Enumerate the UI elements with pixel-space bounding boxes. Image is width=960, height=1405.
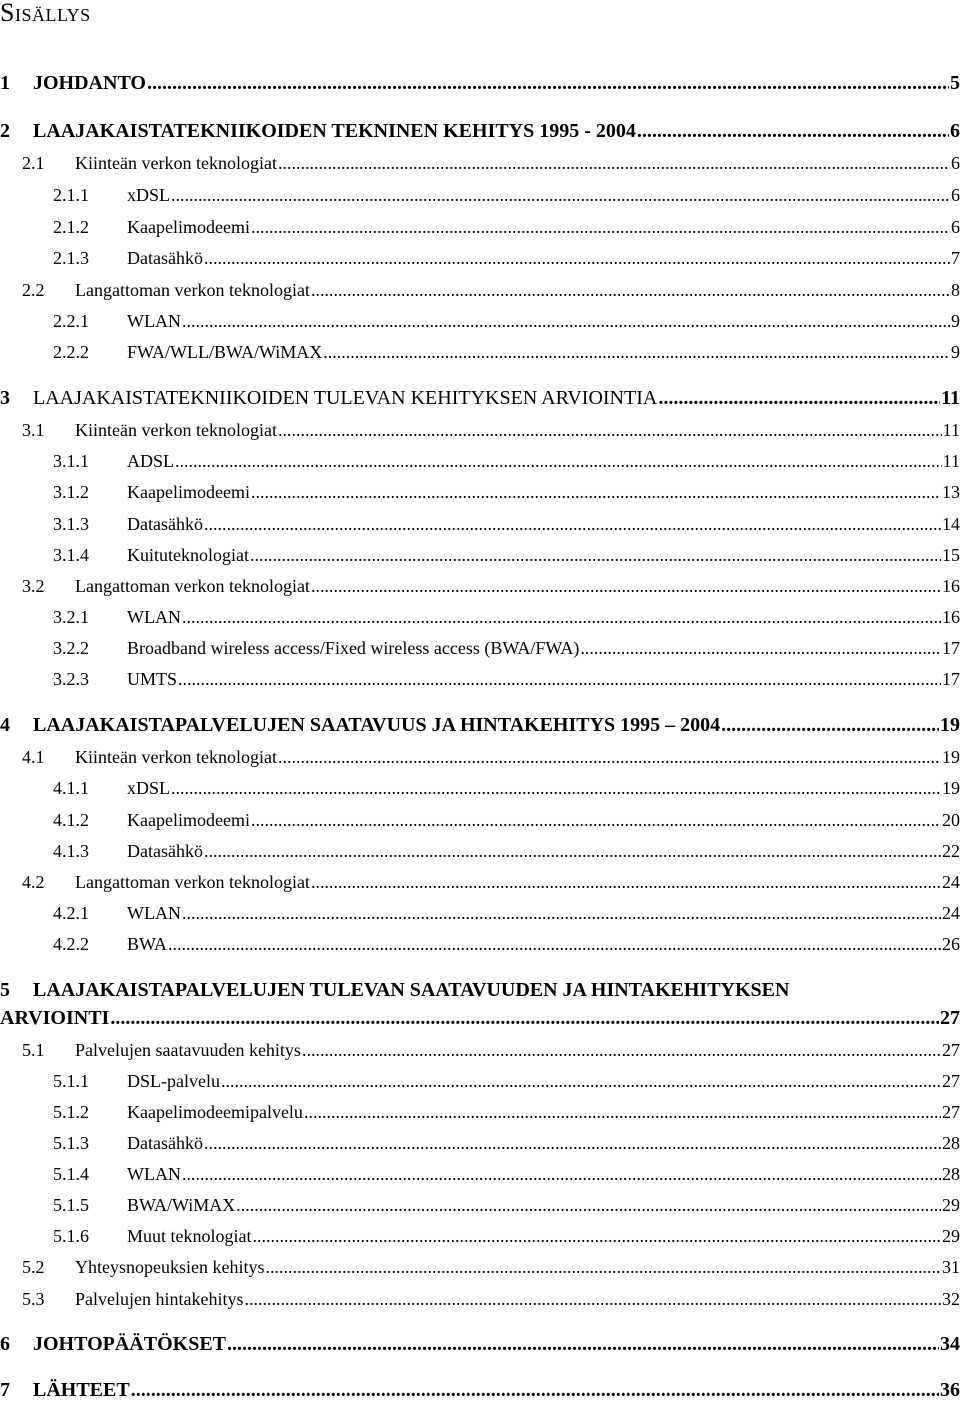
toc-number: 5.1 xyxy=(22,1040,45,1060)
toc-text: ADSL xyxy=(127,451,175,471)
toc-page-number: 27 xyxy=(942,1071,960,1091)
toc-number: 3.2 xyxy=(22,576,45,596)
toc-number: 6 xyxy=(0,1333,10,1355)
leader-dots xyxy=(110,1007,939,1030)
toc-entry-5-3[interactable] xyxy=(0,1289,960,1310)
toc-number: 5.1.2 xyxy=(53,1102,89,1122)
toc-number: 3.1.2 xyxy=(53,482,89,502)
toc-number: 3.2.1 xyxy=(53,607,89,627)
leader-dots xyxy=(171,778,941,799)
toc-number: 3.1 xyxy=(22,420,45,440)
toc-entry-3-2-2[interactable] xyxy=(0,638,960,659)
toc-entry-2-1[interactable] xyxy=(0,153,960,174)
leader-dots xyxy=(182,607,941,628)
toc-page-number: 27 xyxy=(940,1007,960,1029)
toc-number: 5 xyxy=(0,979,10,1001)
toc-entry-3-2-3[interactable] xyxy=(0,669,960,690)
leader-dots xyxy=(251,810,941,831)
toc-text: LAAJAKAISTATEKNIIKOIDEN TULEVAN KEHITYKSEN ARVIOINTIA xyxy=(33,387,658,409)
toc-entry-5-continuation[interactable] xyxy=(0,1007,960,1030)
toc-entry-5-1-3[interactable] xyxy=(0,1133,960,1154)
toc-page-number: 11 xyxy=(942,451,960,471)
leader-dots xyxy=(182,903,941,924)
toc-entry-4[interactable] xyxy=(0,714,960,737)
toc-number: 2.2.2 xyxy=(53,342,89,362)
toc-page-number: 5 xyxy=(950,72,960,94)
toc-entry-3-2[interactable] xyxy=(0,576,960,597)
toc-number: 5.1.6 xyxy=(53,1226,89,1246)
toc-number: 4 xyxy=(0,714,10,736)
toc-text: LÄHTEET xyxy=(33,1379,130,1401)
toc-number: 3 xyxy=(0,387,10,409)
toc-text: Kiinteän verkon teknologiat xyxy=(75,420,277,440)
toc-text: ARVIOINTI xyxy=(0,1007,110,1029)
toc-text: Kuituteknologiat xyxy=(127,545,249,565)
toc-number: 2 xyxy=(0,120,10,142)
toc-text: Datasähkö xyxy=(127,841,203,861)
toc-page-number: 14 xyxy=(942,514,960,534)
toc-page-number: 22 xyxy=(942,841,960,861)
toc-entry-5-2[interactable] xyxy=(0,1257,960,1278)
toc-text: JOHDANTO xyxy=(33,72,146,94)
toc-page-number: 32 xyxy=(942,1289,960,1309)
toc-text: Datasähkö xyxy=(127,1133,203,1153)
toc-page-number: 29 xyxy=(942,1226,960,1246)
toc-text: Kaapelimodeemipalvelu xyxy=(127,1102,303,1122)
toc-number: 7 xyxy=(0,1379,10,1401)
leader-dots xyxy=(278,153,950,174)
toc-page-number: 7 xyxy=(951,248,960,268)
toc-number: 1 xyxy=(0,72,10,94)
leader-dots xyxy=(580,638,941,659)
toc-number: 3.2.3 xyxy=(53,669,89,689)
toc-entry-3-1-2[interactable] xyxy=(0,482,960,503)
toc-entry-3[interactable] xyxy=(0,387,960,410)
toc-number: 4.1.2 xyxy=(53,810,89,830)
toc-text: Broadband wireless access/Fixed wireless access (BWA/FWA) xyxy=(127,638,580,658)
toc-text: WLAN xyxy=(127,607,181,627)
toc-text: Langattoman verkon teknologiat xyxy=(75,576,310,596)
toc-number: 4.1 xyxy=(22,747,45,767)
leader-dots xyxy=(227,1333,939,1356)
leader-dots xyxy=(278,747,941,768)
toc-number: 5.2 xyxy=(22,1257,45,1277)
toc-page-number: 36 xyxy=(940,1379,960,1401)
leader-dots xyxy=(178,669,941,690)
leader-dots xyxy=(131,1379,939,1402)
toc-text: Kiinteän verkon teknologiat xyxy=(75,747,277,767)
leader-dots xyxy=(253,1226,942,1247)
leader-dots xyxy=(251,482,941,503)
toc-number: 5.1.4 xyxy=(53,1164,89,1184)
toc-text: Palvelujen hintakehitys xyxy=(75,1289,244,1309)
toc-page-number: 27 xyxy=(942,1040,960,1060)
toc-number: 4.1.1 xyxy=(53,778,89,798)
toc-page-number: 16 xyxy=(942,607,960,627)
leader-dots xyxy=(658,387,940,410)
toc-number: 3.1.4 xyxy=(53,545,89,565)
toc-text: WLAN xyxy=(127,1164,181,1184)
toc-entry-2-1-2[interactable] xyxy=(0,217,960,238)
toc-text: WLAN xyxy=(127,311,181,331)
toc-number: 2.1.3 xyxy=(53,248,89,268)
leader-dots xyxy=(278,420,942,441)
toc-text: BWA/WiMAX xyxy=(127,1195,236,1215)
toc-entry-3-1-3[interactable] xyxy=(0,514,960,535)
toc-entry-4-1-3[interactable] xyxy=(0,841,960,862)
toc-page-number: 15 xyxy=(942,545,960,565)
toc-page-number: 6 xyxy=(950,120,960,142)
toc-text: Langattoman verkon teknologiat xyxy=(75,872,310,892)
toc-number: 3.1.1 xyxy=(53,451,89,471)
toc-page-number: 19 xyxy=(942,778,960,798)
toc-number: 2.1.2 xyxy=(53,217,89,237)
toc-entry-5[interactable] xyxy=(0,979,960,1002)
toc-page-number: 17 xyxy=(942,669,960,689)
toc-page-number: 28 xyxy=(942,1164,960,1184)
toc-page-number: 20 xyxy=(942,810,960,830)
leader-dots xyxy=(204,248,950,269)
toc-entry-4-1-2[interactable] xyxy=(0,810,960,831)
toc-text: UMTS xyxy=(127,669,178,689)
toc-page-number: 24 xyxy=(942,903,960,923)
leader-dots xyxy=(311,576,941,597)
toc-entry-4-2-1[interactable] xyxy=(0,903,960,924)
leader-dots xyxy=(302,1040,941,1061)
toc-number: 3.1.3 xyxy=(53,514,89,534)
toc-text: Langattoman verkon teknologiat xyxy=(75,280,310,300)
leader-dots xyxy=(250,545,941,566)
toc-page-number: 31 xyxy=(942,1257,960,1277)
toc-page-number: 26 xyxy=(942,934,960,954)
toc-entry-2-1-1[interactable] xyxy=(0,185,960,206)
toc-page-number: 19 xyxy=(940,714,960,736)
toc-text: Datasähkö xyxy=(127,514,203,534)
toc-number: 5.3 xyxy=(22,1289,45,1309)
toc-entry-2-1-3[interactable] xyxy=(0,248,960,269)
toc-text: Yhteysnopeuksien kehitys xyxy=(75,1257,265,1277)
toc-title: Sisällys xyxy=(0,0,91,27)
leader-dots xyxy=(147,72,949,95)
toc-number: 4.2 xyxy=(22,872,45,892)
toc-page-number: 27 xyxy=(942,1102,960,1122)
leader-dots xyxy=(265,1257,941,1278)
toc-number: 2.1.1 xyxy=(53,185,89,205)
toc-text: LAAJAKAISTAPALVELUJEN TULEVAN SAATAVUUDEN JA HINTAKEHITYKSEN xyxy=(33,979,790,1001)
leader-dots xyxy=(182,311,950,332)
leader-dots xyxy=(204,514,941,535)
toc-page-number: 13 xyxy=(942,482,960,502)
toc-number: 4.2.2 xyxy=(53,934,89,954)
toc-text: FWA/WLL/BWA/WiMAX xyxy=(127,342,323,362)
toc-entry-3-1[interactable] xyxy=(0,420,960,441)
toc-number: 5.1.1 xyxy=(53,1071,89,1091)
toc-page-number: 34 xyxy=(940,1333,960,1355)
toc-text: BWA xyxy=(127,934,167,954)
toc-entry-3-1-1[interactable] xyxy=(0,451,960,472)
toc-text: WLAN xyxy=(127,903,181,923)
toc-text: Datasähkö xyxy=(127,248,203,268)
toc-text: Kaapelimodeemi xyxy=(127,217,250,237)
toc-page-number: 9 xyxy=(951,311,960,331)
toc-page-number: 24 xyxy=(942,872,960,892)
toc-page-number: 17 xyxy=(942,638,960,658)
leader-dots xyxy=(304,1102,941,1123)
leader-dots xyxy=(637,120,949,143)
toc-entry-5-1[interactable] xyxy=(0,1040,960,1061)
leader-dots xyxy=(171,185,950,206)
toc-number: 3.2.2 xyxy=(53,638,89,658)
leader-dots xyxy=(175,451,942,472)
toc-page-number: 6 xyxy=(951,185,960,205)
leader-dots xyxy=(236,1195,941,1216)
toc-text: Muut teknologiat xyxy=(127,1226,252,1246)
leader-dots xyxy=(323,342,950,363)
toc-page-number: 16 xyxy=(942,576,960,596)
toc-page-number: 8 xyxy=(951,280,960,300)
toc-number: 2.2.1 xyxy=(53,311,89,331)
toc-page-number: 29 xyxy=(942,1195,960,1215)
toc-text: DSL-palvelu xyxy=(127,1071,220,1091)
toc-entry-2-2[interactable] xyxy=(0,280,960,301)
leader-dots xyxy=(182,1164,941,1185)
toc-entry-4-2[interactable] xyxy=(0,872,960,893)
toc-number: 4.2.1 xyxy=(53,903,89,923)
toc-number: 4.1.3 xyxy=(53,841,89,861)
toc-page-number: 6 xyxy=(951,153,960,173)
toc-page-number: 11 xyxy=(941,387,960,409)
toc-text: Palvelujen saatavuuden kehitys xyxy=(75,1040,301,1060)
leader-dots xyxy=(221,1071,941,1092)
leader-dots xyxy=(251,217,950,238)
toc-text: xDSL xyxy=(127,185,171,205)
toc-entry-4-1[interactable] xyxy=(0,747,960,768)
toc-entry-4-1-1[interactable] xyxy=(0,778,960,799)
leader-dots xyxy=(311,872,941,893)
toc-entry-2[interactable] xyxy=(0,120,960,143)
toc-page-number: 6 xyxy=(951,217,960,237)
toc-entry-6[interactable] xyxy=(0,1333,960,1356)
toc-entry-5-1-2[interactable] xyxy=(0,1102,960,1123)
toc-entry-4-2-2[interactable] xyxy=(0,934,960,955)
leader-dots xyxy=(721,714,939,737)
toc-page-number: 11 xyxy=(942,420,960,440)
toc-number: 5.1.5 xyxy=(53,1195,89,1215)
toc-entry-5-1-4[interactable] xyxy=(0,1164,960,1185)
toc-entry-3-1-4[interactable] xyxy=(0,545,960,566)
toc-page-number: 9 xyxy=(951,342,960,362)
toc-number: 2.2 xyxy=(22,280,45,300)
leader-dots xyxy=(244,1289,941,1310)
toc-entry-7[interactable] xyxy=(0,1379,960,1402)
toc-entry-2-2-2[interactable] xyxy=(0,342,960,363)
toc-entry-5-1-1[interactable] xyxy=(0,1071,960,1092)
leader-dots xyxy=(204,841,941,862)
toc-entry-2-2-1[interactable] xyxy=(0,311,960,332)
toc-text: LAAJAKAISTAPALVELUJEN SAATAVUUS JA HINTAKEHITYS 1995 – 2004 xyxy=(33,714,721,736)
leader-dots xyxy=(168,934,941,955)
toc-text: Kaapelimodeemi xyxy=(127,810,250,830)
toc-page-number: 28 xyxy=(942,1133,960,1153)
toc-entry-1[interactable] xyxy=(0,72,960,95)
toc-entry-3-2-1[interactable] xyxy=(0,607,960,628)
toc-text: xDSL xyxy=(127,778,171,798)
toc-number: 2.1 xyxy=(22,153,45,173)
toc-entry-5-1-5[interactable] xyxy=(0,1195,960,1216)
toc-entry-5-1-6[interactable] xyxy=(0,1226,960,1247)
leader-dots xyxy=(311,280,950,301)
toc-text: Kaapelimodeemi xyxy=(127,482,250,502)
toc-text: LAAJAKAISTATEKNIIKOIDEN TEKNINEN KEHITYS 1995 - 2004 xyxy=(33,120,636,142)
leader-dots xyxy=(204,1133,941,1154)
toc-text: Kiinteän verkon teknologiat xyxy=(75,153,277,173)
toc-page-number: 19 xyxy=(942,747,960,767)
toc-number: 5.1.3 xyxy=(53,1133,89,1153)
toc-text: JOHTOPÄÄTÖKSET xyxy=(33,1333,227,1355)
